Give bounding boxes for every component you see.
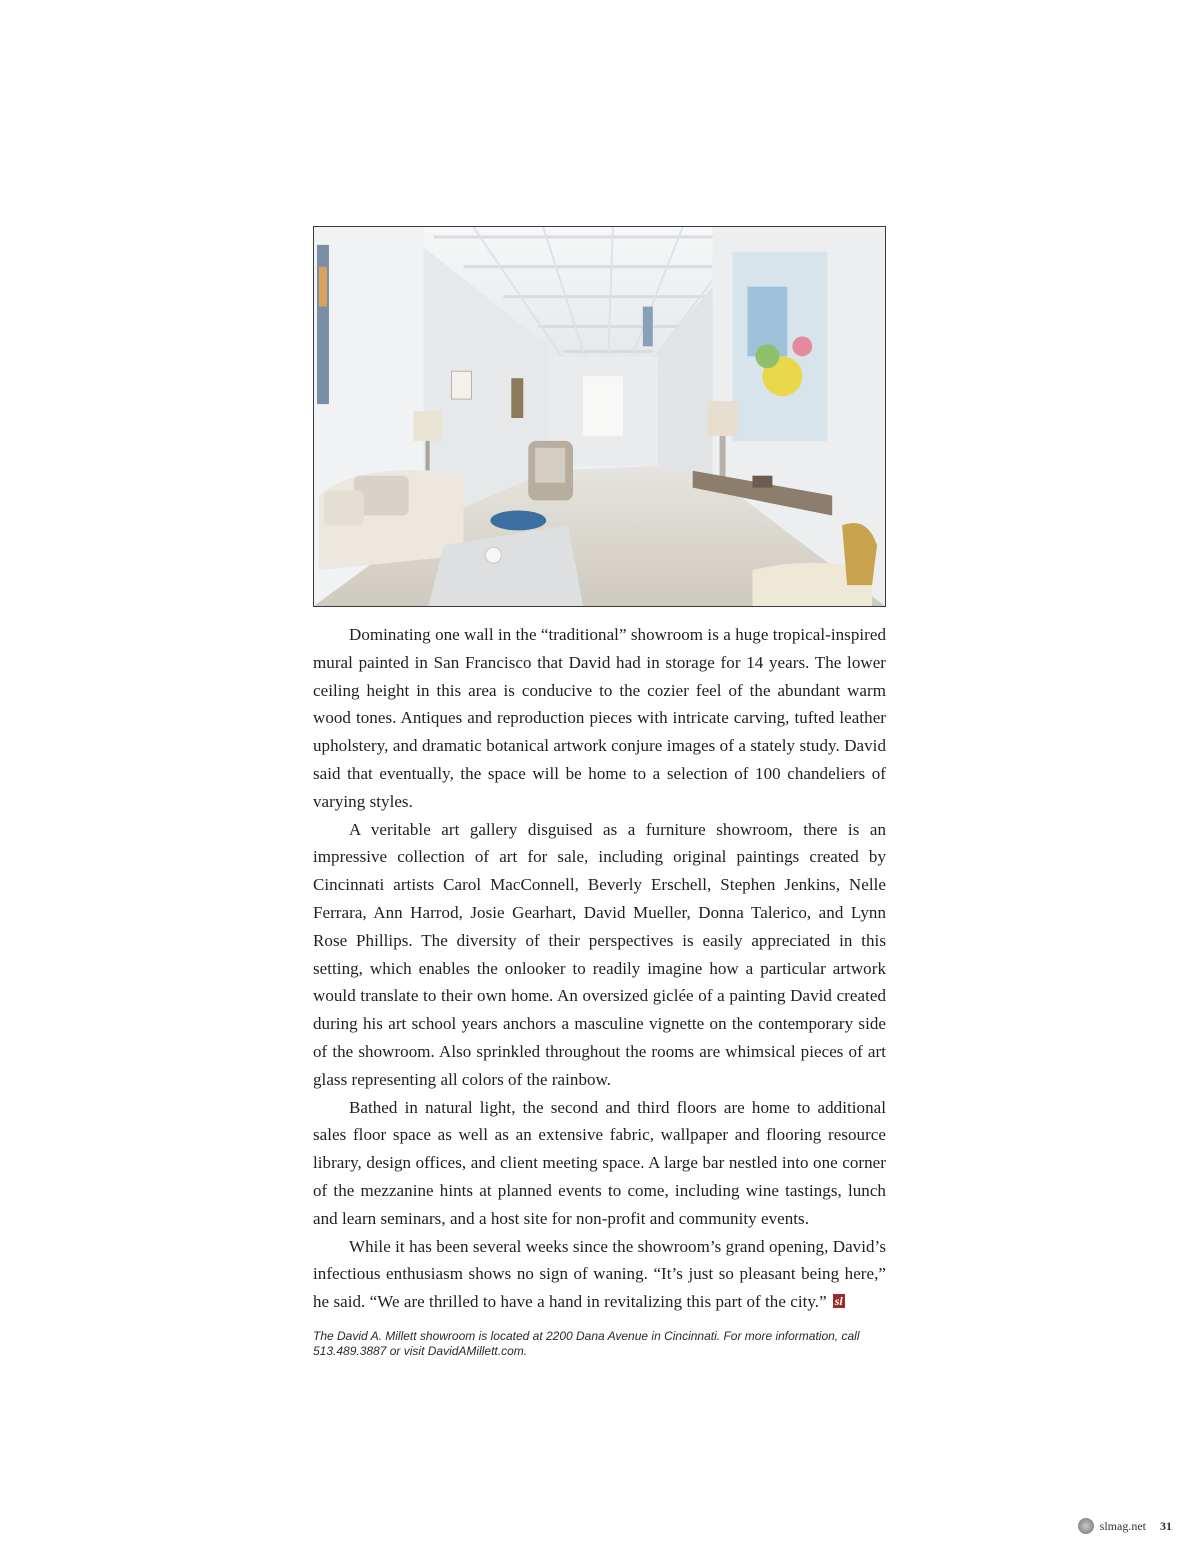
magazine-logo-icon bbox=[1078, 1518, 1094, 1534]
article-paragraph: Dominating one wall in the “traditional” showroom is a huge tropical-inspired mural painted in San Francisco that David had in storage for 14 years. The lower ceiling height in this area is conducive to the cozier feel of the abundant warm wood tones. Antiques and reproduction pieces with intricate carving, tufted leather upholstery, and dramatic botanical artwork conjure images of a stately study. David said that eventually, the space will be home to a selection of 100 chandeliers of varying styles. bbox=[313, 625, 886, 811]
site-url[interactable]: slmag.net bbox=[1099, 1518, 1146, 1533]
article-paragraph-final bbox=[313, 1233, 886, 1316]
article-body bbox=[313, 621, 886, 1316]
article-paragraph: Bathed in natural light, the second and third floors are home to additional sales floor space as well as an extensive fabric, wallpaper and flooring resource library, design offices, and client meeting space. A large bar nestled into one corner of the mezzanine hints at planned events to come, including wine tastings, lunch and learn seminars, and a host site for non-profit and community events. bbox=[313, 1097, 886, 1228]
page-number: 31 bbox=[1160, 1518, 1172, 1533]
info-caption: The David A. Millett showroom is located at 2200 Dana Avenue in Cincinnati. For more information, call 513.489.3887 or visit DavidAMillett.com. bbox=[313, 1329, 860, 1358]
showroom-photo-illustration bbox=[314, 227, 885, 606]
page-footer bbox=[1078, 1516, 1172, 1536]
end-mark-logo: sl bbox=[834, 1294, 843, 1309]
article-paragraph-text: While it has been several weeks since the showroom’s grand opening, David’s infectious enthusiasm shows no sign of waning. “It’s just so pleasant being here,” he said. “We are thrilled to have a hand in revitalizing this part of the city.” bbox=[313, 1236, 886, 1312]
article-paragraph: A veritable art gallery disguised as a furniture showroom, there is an impressive collection of art for sale, including original paintings created by Cincinnati artists Carol MacConnell, Beverly Erschell, Stephen Jenkins, Nelle Ferrara, Ann Harrod, Josie Gearhart, David Mueller, Donna Talerico, and Lynn Rose Phillips. The diversity of their perspectives is easily appreciated in this setting, which enables the onlooker to readily imagine how a particular artwork would translate to their own home. An oversized giclée of a painting David created during his art school years anchors a masculine vignette on the contemporary side of the showroom. Also sprinkled throughout the rooms are whimsical pieces of art glass representing all colors of the rainbow. bbox=[313, 819, 886, 1089]
showroom-photo bbox=[313, 226, 886, 607]
